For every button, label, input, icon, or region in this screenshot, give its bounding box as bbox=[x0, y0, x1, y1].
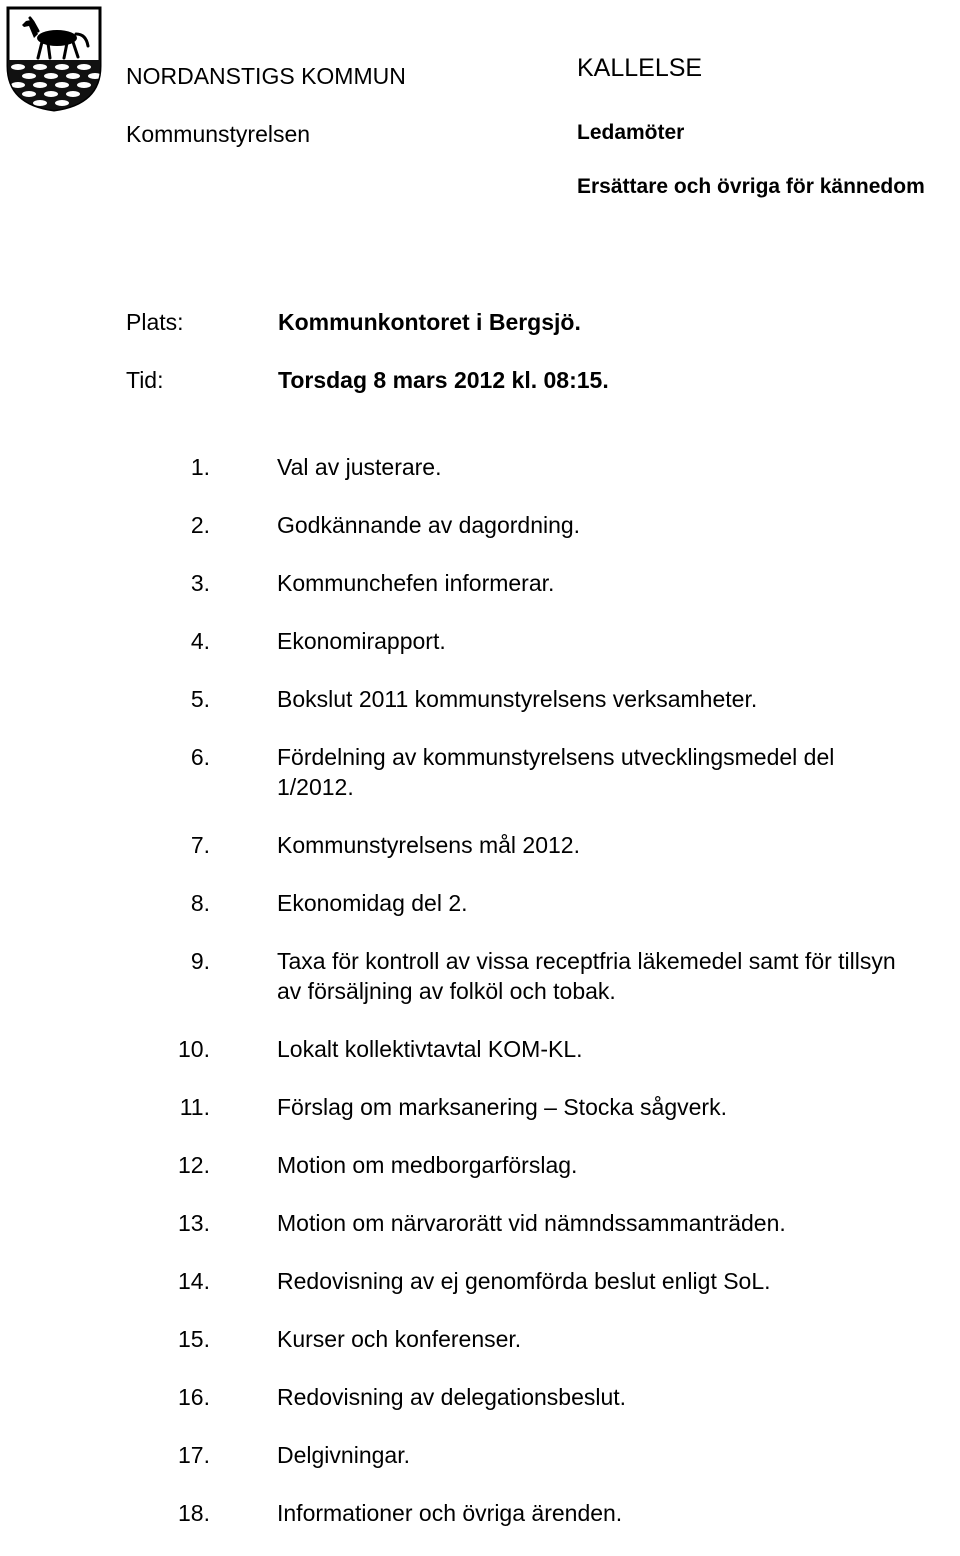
agenda-item-number: 12. bbox=[178, 1152, 210, 1178]
agenda-item-number: 8. bbox=[190, 890, 210, 916]
agenda-item-number: 18. bbox=[178, 1500, 210, 1526]
meeting-time-value: Torsdag 8 mars 2012 kl. 08:15. bbox=[278, 367, 609, 393]
agenda-item-text: Delgivningar. bbox=[277, 1442, 410, 1468]
organization-name: NORDANSTIGS KOMMUN bbox=[126, 63, 406, 89]
agenda-item-number: 3. bbox=[190, 570, 210, 596]
agenda-item-text: Fördelning av kommunstyrelsens utvecklingsmedel del 1/2012. bbox=[277, 744, 835, 800]
agenda-item-number: 10. bbox=[178, 1036, 210, 1062]
agenda-item-text: Val av justerare. bbox=[277, 454, 442, 480]
agenda-item bbox=[0, 684, 960, 714]
meeting-time-label: Tid: bbox=[126, 367, 164, 393]
agenda-item bbox=[0, 1440, 960, 1470]
agenda-item-number: 1. bbox=[190, 454, 210, 480]
agenda-item-text: Motion om medborgarförslag. bbox=[277, 1152, 578, 1178]
agenda-item-text: Kommunstyrelsens mål 2012. bbox=[277, 832, 580, 858]
agenda-item-text: Ekonomirapport. bbox=[277, 628, 446, 654]
agenda-item bbox=[0, 1034, 960, 1064]
agenda-item bbox=[0, 1150, 960, 1180]
agenda-item-number: 4. bbox=[190, 628, 210, 654]
agenda-item-number: 5. bbox=[190, 686, 210, 712]
agenda-item-number: 9. bbox=[190, 948, 210, 974]
agenda-item-text: Kommunchefen informerar. bbox=[277, 570, 555, 596]
agenda-item bbox=[0, 1266, 960, 1296]
meeting-place-value: Kommunkontoret i Bergsjö. bbox=[278, 309, 581, 335]
agenda-item bbox=[0, 888, 960, 918]
agenda-list bbox=[0, 452, 960, 1556]
agenda-item-number: 14. bbox=[178, 1268, 210, 1294]
recipients-cc: Ersättare och övriga för kännedom bbox=[577, 175, 925, 198]
municipal-coat-of-arms-logo bbox=[4, 4, 104, 112]
recipients: Ledamöter bbox=[577, 121, 685, 144]
department-name: Kommunstyrelsen bbox=[126, 121, 311, 147]
agenda-item-text: Bokslut 2011 kommunstyrelsens verksamheter. bbox=[277, 686, 758, 712]
agenda-item bbox=[0, 1092, 960, 1122]
agenda-item bbox=[0, 830, 960, 860]
agenda-item-number: 15. bbox=[178, 1326, 210, 1352]
agenda-item bbox=[0, 1208, 960, 1238]
agenda-item bbox=[0, 510, 960, 540]
meeting-time-row bbox=[126, 366, 609, 394]
agenda-item-text: Informationer och övriga ärenden. bbox=[277, 1500, 623, 1526]
agenda-item bbox=[0, 742, 960, 802]
agenda-item-number: 6. bbox=[190, 744, 210, 770]
agenda-item bbox=[0, 452, 960, 482]
agenda-item-text: Taxa för kontroll av vissa receptfria läkemedel samt för tillsyn av försäljning av folköl och tobak. bbox=[277, 948, 896, 1004]
agenda-item bbox=[0, 1324, 960, 1354]
organization-block bbox=[126, 62, 406, 148]
agenda-item-number: 11. bbox=[179, 1094, 210, 1120]
meeting-details bbox=[126, 308, 609, 424]
document-type: KALLELSE bbox=[577, 54, 703, 82]
agenda-item-text: Förslag om marksanering – Stocka sågverk. bbox=[277, 1094, 727, 1120]
agenda-item-text: Lokalt kollektivtavtal KOM-KL. bbox=[277, 1036, 583, 1062]
agenda-item bbox=[0, 626, 960, 656]
agenda-item-number: 13. bbox=[178, 1210, 210, 1236]
meeting-place-label: Plats: bbox=[126, 309, 184, 335]
agenda-item bbox=[0, 946, 960, 1006]
document-header bbox=[577, 54, 925, 200]
agenda-item-number: 7. bbox=[190, 832, 210, 858]
agenda-item bbox=[0, 568, 960, 598]
agenda-item-text: Godkännande av dagordning. bbox=[277, 512, 581, 538]
agenda-item-text: Ekonomidag del 2. bbox=[277, 890, 468, 916]
agenda-item-text: Redovisning av delegationsbeslut. bbox=[277, 1384, 627, 1410]
agenda-item-number: 2. bbox=[190, 512, 210, 538]
agenda-item-number: 16. bbox=[178, 1384, 210, 1410]
meeting-place-row bbox=[126, 308, 609, 336]
agenda-item-text: Motion om närvarorätt vid nämndssammanträden. bbox=[277, 1210, 786, 1236]
agenda-item-number: 17. bbox=[178, 1442, 210, 1468]
agenda-item-text: Kurser och konferenser. bbox=[277, 1326, 522, 1352]
agenda-item-text: Redovisning av ej genomförda beslut enligt SoL. bbox=[277, 1268, 771, 1294]
agenda-item bbox=[0, 1382, 960, 1412]
agenda-item bbox=[0, 1498, 960, 1528]
